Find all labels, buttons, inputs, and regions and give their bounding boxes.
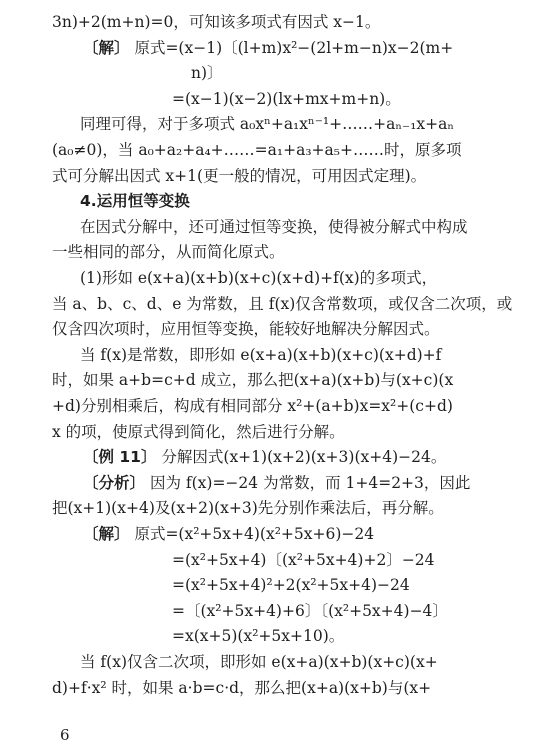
solution-line: 〔解〕 原式=(x−1)〔(l+m)x²−(2l+m−n)x−2(m+ xyxy=(83,38,454,57)
page-number: 6 xyxy=(60,726,70,744)
text-line: n)〕 xyxy=(191,64,223,83)
text-line: 当 f(x)仅含二次项，即形如 e(x+a)(x+b)(x+c)(x+ xyxy=(80,653,438,671)
solution-tag: 〔解〕 xyxy=(83,38,130,57)
example-tag: 〔例 11〕 xyxy=(83,448,157,467)
equation-line: =(x−1)(x−2)(lx+mx+m+n)。 xyxy=(172,89,401,108)
text-line: 把(x+1)(x+4)及(x+2)(x+3)先分别作乘法后，再分解。 xyxy=(52,499,444,518)
text-line: 当 f(x)是常数，即形如 e(x+a)(x+b)(x+c)(x+d)+f xyxy=(80,345,442,364)
text-line: (1)形如 e(x+a)(x+b)(x+c)(x+d)+f(x)的多项式， xyxy=(80,269,438,287)
text-line: x 的项，使原式得到简化，然后进行分解。 xyxy=(52,422,345,441)
text-line: 在因式分解中，还可通过恒等变换，使得被分解式中构成 xyxy=(80,217,468,236)
equation-line: =〔(x²+5x+4)+6〕〔(x²+5x+4)−4〕 xyxy=(172,601,448,620)
text-line: +d)分别相乘后，构成有相同部分 x²+(a+b)x=x²+(c+d) xyxy=(52,397,453,415)
section-heading: 4.运用恒等变换 xyxy=(80,192,190,211)
analysis-line: 〔分析〕 因为 f(x)=−24 为常数，而 1+4=2+3，因此 xyxy=(83,473,471,492)
analysis-tag: 〔分析〕 xyxy=(83,473,146,492)
solution-tag: 〔解〕 xyxy=(83,525,130,543)
solution-line: 〔解〕 原式=(x²+5x+4)(x²+5x+6)−24 xyxy=(83,525,375,543)
text-line: d)+f·x² 时，如果 a·b=c·d，那么把(x+a)(x+b)与(x+ xyxy=(52,678,432,697)
text-line: 时，如果 a+b=c+d 成立，那么把(x+a)(x+b)与(x+c)(x xyxy=(52,371,454,390)
equation-line: =(x²+5x+4)〔(x²+5x+4)+2〕−24 xyxy=(172,550,435,569)
equation-line: =(x²+5x+4)²+2(x²+5x+4)−24 xyxy=(172,576,410,595)
equation-line: =x(x+5)(x²+5x+10)。 xyxy=(172,627,345,646)
text-line: (a₀≠0)，当 a₀+a₂+a₄+……=a₁+a₃+a₅+……时，原多项 xyxy=(52,141,462,159)
text-line: 仅含四次项时，应用恒等变换，能较好地解决分解因式。 xyxy=(52,320,440,339)
text-line: 一些相同的部分，从而简化原式。 xyxy=(52,243,285,262)
text-line: 同理可得，对于多项式 a₀xⁿ+a₁xⁿ⁻¹+……+aₙ₋₁x+aₙ xyxy=(80,115,455,134)
text-line: 当 a、b、c、d、e 为常数，且 f(x)仅含常数项，或仅含二次项，或 xyxy=(52,294,513,313)
text-line: 3n)+2(m+n)=0，可知该多项式有因式 x−1。 xyxy=(52,13,381,31)
text-line: 式可分解出因式 x+1(更一般的情况，可用因式定理)。 xyxy=(52,166,427,185)
example-line: 〔例 11〕 分解因式(x+1)(x+2)(x+3)(x+4)−24。 xyxy=(83,448,447,467)
